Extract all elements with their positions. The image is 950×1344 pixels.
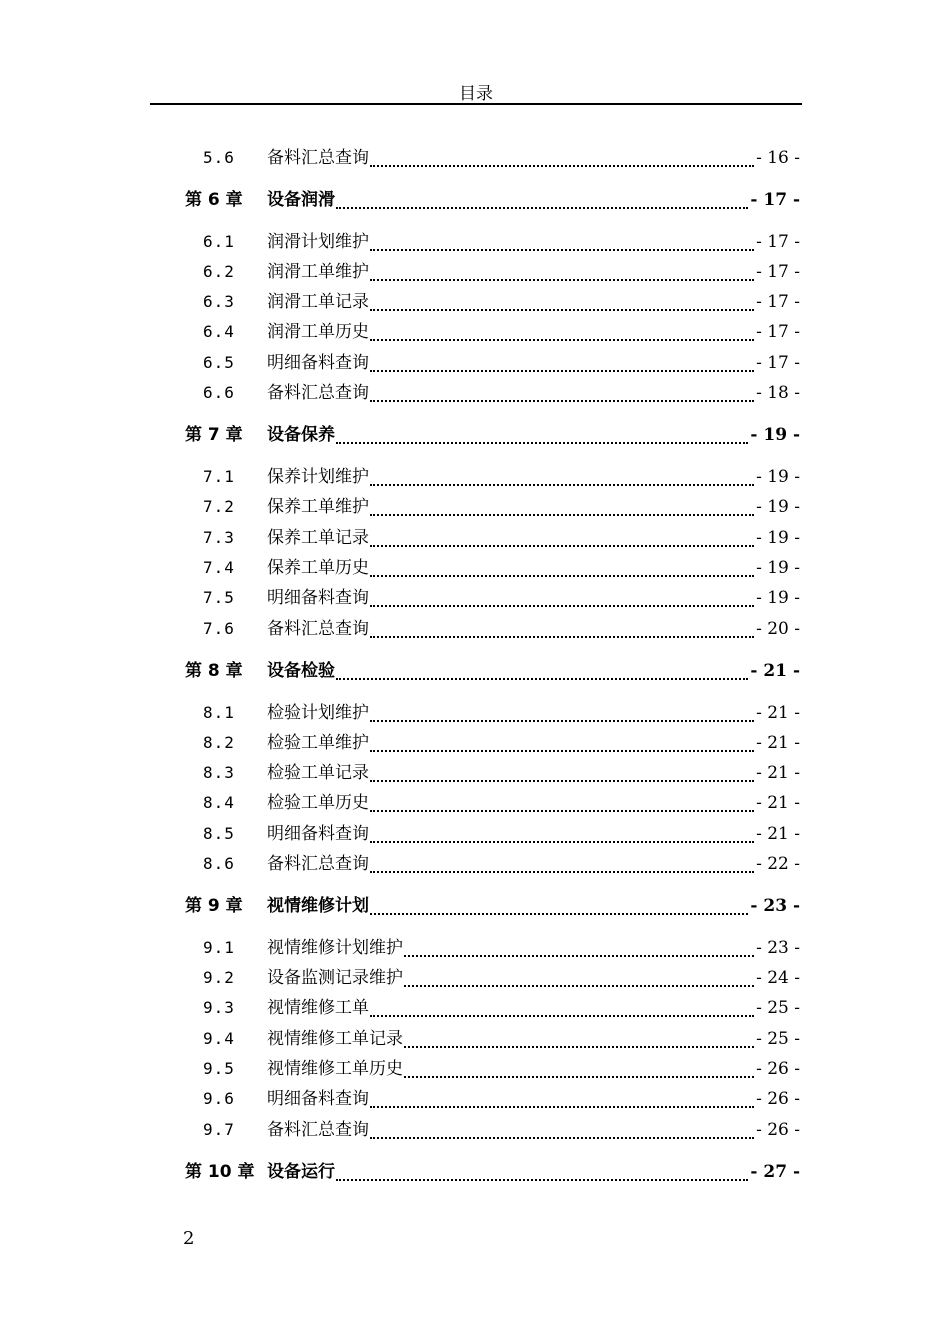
toc-entry-title: 备料汇总查询: [267, 383, 369, 403]
toc-entry-page: - 27 -: [750, 1162, 800, 1182]
toc-chapter-entry[interactable]: [0, 894, 950, 918]
toc-entry-number: 第 8 章: [185, 661, 243, 681]
toc-section-entry[interactable]: [0, 586, 950, 610]
toc-dot-leader: [370, 827, 754, 843]
page-header-title: 目录: [459, 84, 493, 104]
toc-entry-page: - 23 -: [756, 938, 800, 958]
toc-section-entry[interactable]: [0, 822, 950, 846]
toc-dot-leader: [404, 971, 754, 987]
toc-section-entry[interactable]: [0, 701, 950, 725]
toc-entry-page: - 25 -: [756, 1029, 800, 1049]
toc-entry-number: 第 9 章: [185, 896, 243, 916]
toc-entry-number: 第 6 章: [185, 190, 243, 210]
toc-section-entry[interactable]: [0, 996, 950, 1020]
toc-dot-leader: [370, 1092, 754, 1108]
toc-entry-page: - 17 -: [756, 232, 800, 252]
toc-entry-page: - 21 -: [750, 661, 800, 681]
toc-entry-number: 7.6: [203, 619, 235, 638]
toc-entry-number: 第 10 章: [185, 1162, 255, 1182]
toc-section-entry[interactable]: [0, 465, 950, 489]
toc-entry-title: 保养工单记录: [267, 528, 369, 548]
toc-entry-title: 明细备料查询: [267, 824, 369, 844]
toc-dot-leader: [370, 622, 754, 638]
toc-entry-title: 明细备料查询: [267, 588, 369, 608]
toc-entry-page: - 22 -: [756, 854, 800, 874]
toc-entry-title: 设备运行: [267, 1162, 335, 1182]
toc-dot-leader: [370, 796, 754, 812]
toc-dot-leader: [370, 561, 754, 577]
toc-entry-page: - 26 -: [756, 1120, 800, 1140]
toc-section-entry[interactable]: [0, 1027, 950, 1051]
toc-entry-number: 第 7 章: [185, 425, 243, 445]
toc-entry-title: 检验计划维护: [267, 703, 369, 723]
page-number: 2: [183, 1228, 195, 1249]
toc-dot-leader: [404, 941, 754, 957]
toc-entry-page: - 17 -: [756, 262, 800, 282]
toc-section-entry[interactable]: [0, 791, 950, 815]
toc-entry-number: 7.1: [203, 467, 235, 486]
toc-entry-title: 备料汇总查询: [267, 619, 369, 639]
toc-entry-number: 6.4: [203, 322, 235, 341]
toc-entry-number: 9.6: [203, 1089, 235, 1108]
toc-section-entry[interactable]: [0, 556, 950, 580]
toc-entry-number: 9.1: [203, 938, 235, 957]
toc-entry-number: 9.2: [203, 968, 235, 987]
toc-entry-number: 8.2: [203, 733, 235, 752]
toc-entry-number: 6.1: [203, 232, 235, 251]
toc-entry-title: 润滑计划维护: [267, 232, 369, 252]
toc-entry-page: - 17 -: [756, 322, 800, 342]
toc-entry-page: - 21 -: [756, 763, 800, 783]
toc-entry-page: - 16 -: [756, 148, 800, 168]
toc-entry-page: - 19 -: [756, 528, 800, 548]
toc-entry-page: - 24 -: [756, 968, 800, 988]
toc-entry-number: 9.4: [203, 1029, 235, 1048]
toc-entry-title: 明细备料查询: [267, 1089, 369, 1109]
toc-section-entry[interactable]: [0, 290, 950, 314]
toc-entry-page: - 19 -: [756, 588, 800, 608]
toc-entry-number: 8.6: [203, 854, 235, 873]
toc-dot-leader: [370, 386, 754, 402]
toc-section-entry[interactable]: [0, 936, 950, 960]
toc-dot-leader: [370, 470, 754, 486]
toc-dot-leader: [336, 1165, 748, 1181]
toc-entry-title: 视情维修工单记录: [267, 1029, 403, 1049]
toc-entry-title: 检验工单历史: [267, 793, 369, 813]
toc-entry-page: - 17 -: [756, 292, 800, 312]
toc-entry-number: 7.2: [203, 497, 235, 516]
toc-entry-page: - 21 -: [756, 824, 800, 844]
toc-section-entry[interactable]: [0, 731, 950, 755]
toc-entry-number: 7.5: [203, 588, 235, 607]
toc-section-entry[interactable]: [0, 495, 950, 519]
toc-section-entry[interactable]: [0, 146, 950, 170]
toc-entry-number: 9.7: [203, 1120, 235, 1139]
toc-section-entry[interactable]: [0, 1087, 950, 1111]
toc-entry-title: 视情维修计划: [267, 896, 369, 916]
toc-dot-leader: [336, 428, 748, 444]
toc-entry-title: 备料汇总查询: [267, 1120, 369, 1140]
toc-entry-page: - 19 -: [756, 467, 800, 487]
toc-entry-number: 8.1: [203, 703, 235, 722]
toc-dot-leader: [336, 664, 748, 680]
toc-entry-title: 设备监测记录维护: [267, 968, 403, 988]
toc-entry-number: 7.4: [203, 558, 235, 577]
toc-dot-leader: [404, 1062, 754, 1078]
toc-entry-title: 检验工单维护: [267, 733, 369, 753]
toc-section-entry[interactable]: [0, 1118, 950, 1142]
toc-section-entry[interactable]: [0, 230, 950, 254]
toc-entry-page: - 21 -: [756, 793, 800, 813]
toc-entry-page: - 20 -: [756, 619, 800, 639]
toc-entry-page: - 17 -: [750, 190, 800, 210]
toc-entry-number: 6.2: [203, 262, 235, 281]
toc-chapter-entry[interactable]: [0, 659, 950, 683]
toc-section-entry[interactable]: [0, 617, 950, 641]
toc-entry-number: 6.3: [203, 292, 235, 311]
toc-entry-title: 保养计划维护: [267, 467, 369, 487]
toc-entry-number: 6.5: [203, 353, 235, 372]
toc-entry-page: - 25 -: [756, 998, 800, 1018]
toc-entry-title: 检验工单记录: [267, 763, 369, 783]
toc-entry-title: 设备检验: [267, 661, 335, 681]
toc-section-entry[interactable]: [0, 381, 950, 405]
toc-entry-number: 8.3: [203, 763, 235, 782]
toc-dot-leader: [370, 235, 754, 251]
toc-dot-leader: [370, 356, 754, 372]
toc-entry-title: 视情维修工单: [267, 998, 369, 1018]
toc-dot-leader: [370, 531, 754, 547]
toc-entry-number: 8.4: [203, 793, 235, 812]
toc-dot-leader: [370, 899, 748, 915]
toc-dot-leader: [370, 325, 754, 341]
toc-dot-leader: [404, 1032, 754, 1048]
toc-section-entry[interactable]: [0, 1057, 950, 1081]
toc-entry-title: 保养工单历史: [267, 558, 369, 578]
toc-entry-page: - 23 -: [750, 896, 800, 916]
toc-dot-leader: [370, 591, 754, 607]
toc-section-entry[interactable]: [0, 526, 950, 550]
toc-section-entry[interactable]: [0, 852, 950, 876]
toc-entry-title: 设备保养: [267, 425, 335, 445]
toc-entry-page: - 21 -: [756, 703, 800, 723]
toc-entry-title: 视情维修计划维护: [267, 938, 403, 958]
toc-dot-leader: [370, 295, 754, 311]
toc-dot-leader: [370, 265, 754, 281]
toc-entry-number: 7.3: [203, 528, 235, 547]
toc-entry-page: - 26 -: [756, 1089, 800, 1109]
toc-dot-leader: [370, 1001, 754, 1017]
toc-entry-title: 备料汇总查询: [267, 854, 369, 874]
toc-entry-title: 润滑工单维护: [267, 262, 369, 282]
toc-entry-title: 视情维修工单历史: [267, 1059, 403, 1079]
toc-entry-title: 保养工单维护: [267, 497, 369, 517]
toc-entry-title: 润滑工单历史: [267, 322, 369, 342]
toc-dot-leader: [370, 1123, 754, 1139]
toc-entry-number: 9.5: [203, 1059, 235, 1078]
toc-entry-title: 设备润滑: [267, 190, 335, 210]
toc-entry-page: - 21 -: [756, 733, 800, 753]
toc-entry-number: 9.3: [203, 998, 235, 1017]
toc-dot-leader: [370, 736, 754, 752]
toc-entry-page: - 19 -: [756, 558, 800, 578]
toc-entry-number: 8.5: [203, 824, 235, 843]
toc-section-entry[interactable]: [0, 351, 950, 375]
toc-dot-leader: [336, 193, 748, 209]
toc-entry-page: - 19 -: [750, 425, 800, 445]
toc-section-entry[interactable]: [0, 761, 950, 785]
toc-dot-leader: [370, 857, 754, 873]
toc-dot-leader: [370, 151, 754, 167]
toc-entry-page: - 26 -: [756, 1059, 800, 1079]
toc-section-entry[interactable]: [0, 260, 950, 284]
toc-entry-title: 备料汇总查询: [267, 148, 369, 168]
toc-section-entry[interactable]: [0, 966, 950, 990]
toc-dot-leader: [370, 500, 754, 516]
toc-entry-title: 明细备料查询: [267, 353, 369, 373]
toc-entry-page: - 19 -: [756, 497, 800, 517]
toc-entry-number: 5.6: [203, 148, 235, 167]
toc-section-entry[interactable]: [0, 320, 950, 344]
toc-entry-page: - 18 -: [756, 383, 800, 403]
toc-chapter-entry[interactable]: [0, 1160, 950, 1184]
toc-entry-title: 润滑工单记录: [267, 292, 369, 312]
toc-entry-number: 6.6: [203, 383, 235, 402]
toc-chapter-entry[interactable]: [0, 188, 950, 212]
toc-dot-leader: [370, 706, 754, 722]
toc-entry-page: - 17 -: [756, 353, 800, 373]
toc-chapter-entry[interactable]: [0, 423, 950, 447]
toc-dot-leader: [370, 766, 754, 782]
